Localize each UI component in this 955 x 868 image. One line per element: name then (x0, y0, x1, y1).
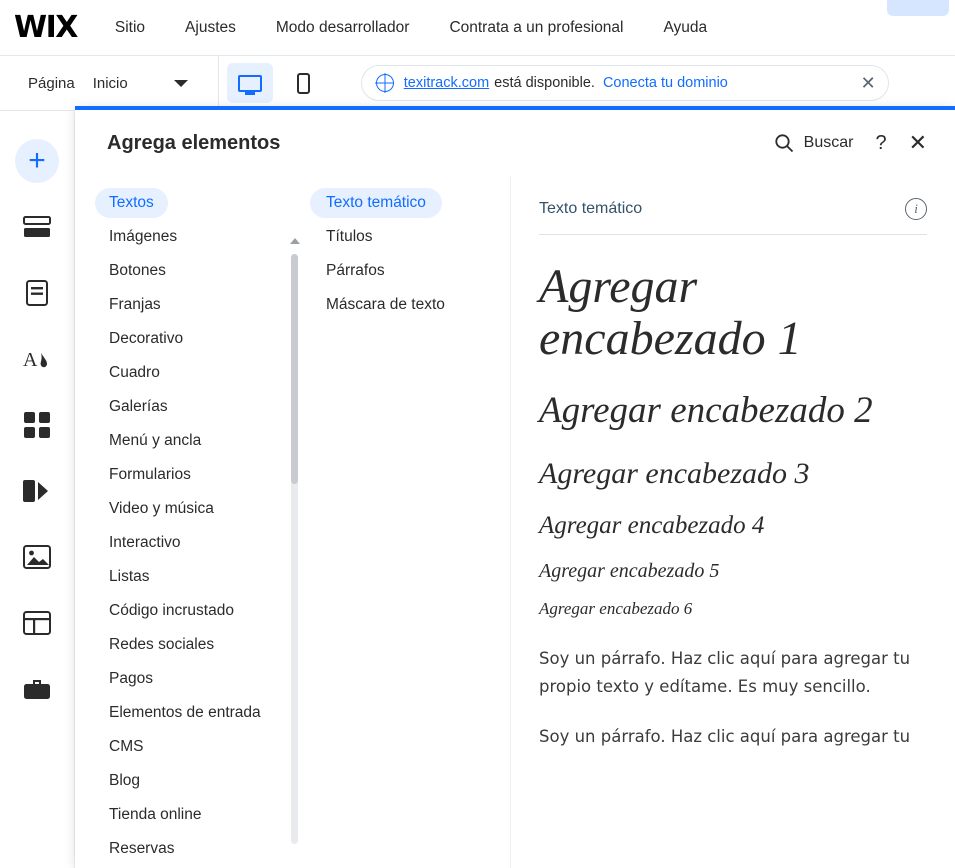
preview-heading-1[interactable]: Agregar encabezado 1 (539, 260, 802, 365)
category-item-botones[interactable]: Botones (109, 262, 166, 279)
category-scrollbar[interactable] (291, 254, 298, 844)
menu-item-sitio[interactable]: Sitio (114, 18, 146, 36)
page-label: Página (28, 74, 75, 92)
subcategory-item-texto-tematico[interactable]: Texto temático (310, 188, 442, 218)
panel-close-icon[interactable]: ✕ (908, 130, 927, 155)
page-toolbar (0, 56, 955, 111)
category-item-pagos[interactable]: Pagos (109, 670, 153, 687)
preview-heading-5[interactable]: Agregar encabezado 5 (539, 559, 720, 582)
phone-icon (297, 73, 310, 94)
preview-paragraph-1[interactable]: Soy un párrafo. Haz clic aquí para agregar tu propio texto y edítame. Es muy sencillo. (539, 648, 911, 696)
category-item-elementos-de-entrada[interactable]: Elementos de entrada (109, 704, 261, 721)
menu-item-modo-desarrollador[interactable]: Modo desarrollador (275, 18, 410, 36)
scroll-up-arrow-icon[interactable] (290, 238, 300, 244)
apps-icon[interactable] (15, 403, 59, 447)
search-label: Buscar (803, 134, 854, 151)
menu-item-contrata-profesional[interactable]: Contrata a un profesional (449, 18, 624, 36)
toolbox-icon[interactable] (15, 667, 59, 711)
toolbar-divider (218, 56, 219, 111)
preview-heading-4[interactable]: Agregar encabezado 4 (539, 512, 765, 540)
theme-manager-icon[interactable] (15, 337, 59, 381)
preview-paragraph-2[interactable]: Soy un párrafo. Haz clic aquí para agregar tu (539, 727, 911, 747)
category-item-galerias[interactable]: Galerías (109, 398, 168, 415)
domain-name[interactable]: texitrack.com (403, 75, 490, 91)
preview-heading-3[interactable]: Agregar encabezado 3 (539, 457, 810, 491)
help-icon[interactable]: ? (875, 132, 887, 154)
close-icon[interactable]: ✕ (860, 73, 876, 93)
category-item-decorativo[interactable]: Decorativo (109, 330, 184, 347)
category-item-textos[interactable]: Textos (95, 188, 168, 218)
panel-header (75, 110, 955, 176)
category-item-codigo-incrustado[interactable]: Código incrustado (109, 602, 234, 619)
category-item-listas[interactable]: Listas (109, 568, 150, 585)
category-item-imagenes[interactable]: Imágenes (109, 228, 178, 245)
category-item-reservas[interactable]: Reservas (109, 840, 175, 857)
category-item-redes-sociales[interactable]: Redes sociales (109, 636, 215, 653)
media-icon[interactable] (15, 535, 59, 579)
monitor-icon (238, 75, 262, 92)
panel-title: Agrega elementos (107, 131, 281, 154)
editor-left-toolbar (0, 111, 75, 868)
category-item-interactivo[interactable]: Interactivo (109, 534, 181, 551)
info-icon[interactable]: i (905, 198, 927, 220)
preview-header (539, 198, 927, 235)
preview-column (510, 176, 955, 868)
panel-body (75, 176, 955, 868)
category-item-menu-y-ancla[interactable]: Menú y ancla (109, 432, 202, 449)
cms-icon[interactable] (15, 601, 59, 645)
strips-icon[interactable] (15, 205, 59, 249)
current-page-name[interactable]: Inicio (92, 74, 128, 92)
subcategory-item-parrafos[interactable]: Párrafos (326, 262, 385, 279)
top-right-nub (887, 0, 949, 16)
category-item-tienda-online[interactable]: Tienda online (109, 806, 202, 823)
connect-domain-link[interactable]: Conecta tu dominio (602, 75, 728, 91)
category-item-cuadro[interactable]: Cuadro (109, 364, 160, 381)
preview-heading-2[interactable]: Agregar encabezado 2 (539, 389, 873, 431)
pages-icon[interactable] (15, 271, 59, 315)
add-elements-panel (75, 106, 955, 868)
category-item-formularios[interactable]: Formularios (109, 466, 191, 483)
desktop-view-button[interactable] (227, 63, 273, 103)
category-item-franjas[interactable]: Franjas (109, 296, 161, 313)
chevron-down-icon[interactable] (174, 80, 188, 87)
wix-logo[interactable]: WIX (14, 10, 77, 45)
search-icon (774, 133, 794, 153)
svg-text:A: A (23, 349, 38, 371)
menu-item-ajustes[interactable]: Ajustes (185, 18, 236, 36)
category-item-cms[interactable]: CMS (109, 738, 144, 755)
panel-search-button[interactable] (774, 133, 854, 153)
preview-heading-6[interactable]: Agregar encabezado 6 (539, 598, 693, 618)
category-list (75, 188, 310, 868)
menu-item-ayuda[interactable]: Ayuda (663, 18, 708, 36)
subcategory-column (310, 176, 510, 868)
business-apps-icon[interactable] (15, 469, 59, 513)
top-menu-bar (0, 0, 955, 56)
category-item-video-y-musica[interactable]: Video y música (109, 500, 214, 517)
preview-title: Texto temático (539, 200, 643, 217)
domain-notice-bar (361, 65, 889, 101)
category-column (75, 176, 310, 868)
subcategory-item-titulos[interactable]: Títulos (326, 228, 373, 245)
globe-icon (376, 74, 394, 92)
subcategory-item-mascara-de-texto[interactable]: Máscara de texto (326, 296, 445, 313)
add-elements-button[interactable] (15, 139, 59, 183)
domain-status-text: está disponible. (494, 75, 595, 91)
category-item-blog[interactable]: Blog (109, 772, 141, 789)
mobile-view-button[interactable] (281, 63, 327, 103)
